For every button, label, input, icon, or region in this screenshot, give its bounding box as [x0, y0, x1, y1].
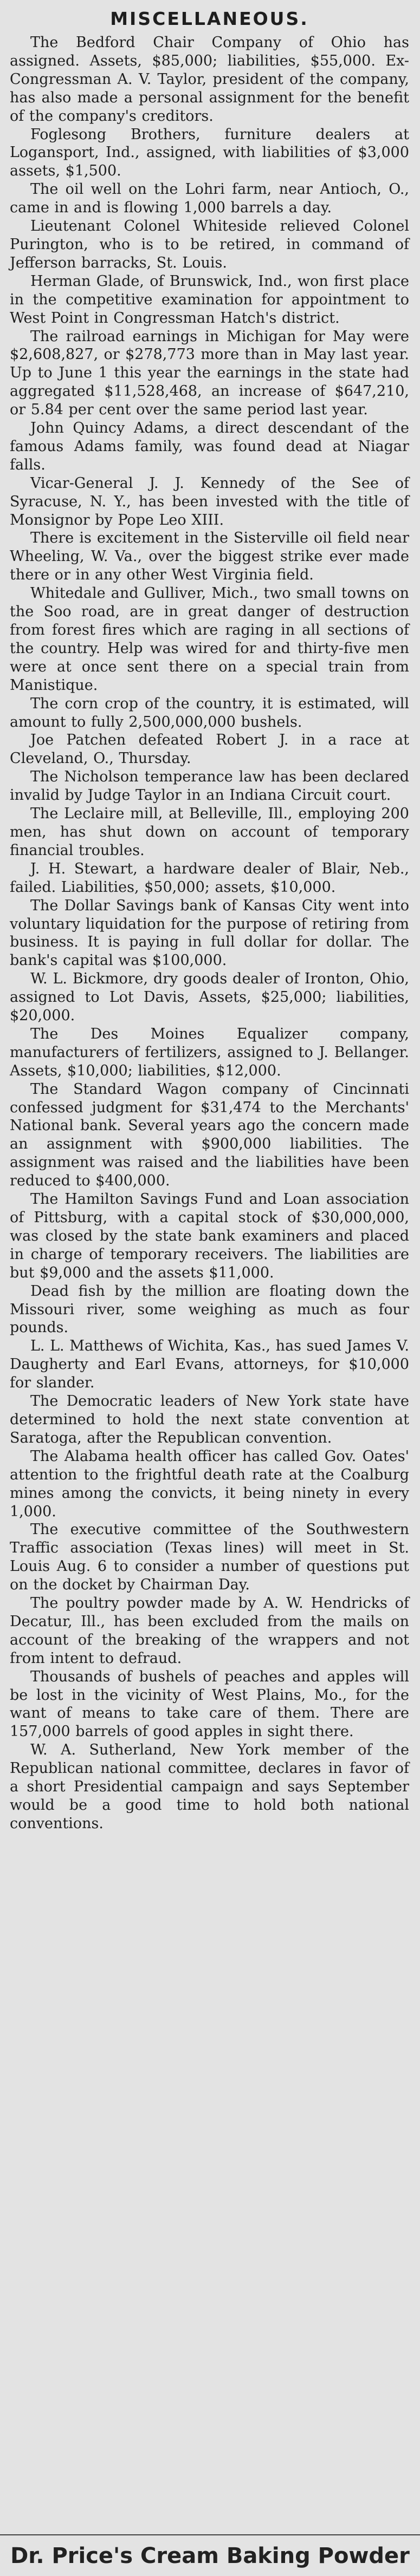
advertisement-banner: Dr. Price's Cream Baking Powder	[10, 2544, 410, 2568]
news-item: L. L. Matthews of Wichita, Kas., has sued James V. Daugherty and Earl Evans, attorneys, for $10,000 for slander.	[10, 1338, 409, 1392]
news-item: The Dollar Savings bank of Kansas City went into voluntary liquidation for the purpose of retiring from business. It is paying in full dollar for dollar. The bank's capital was $100,000.	[10, 897, 409, 969]
news-item: The Alabama health officer has called Gov. Oates' attention to the frightful death rate at the Coalburg mines among the convicts, it being ninety in every 1,000.	[10, 1447, 409, 1520]
news-item: Thousands of bushels of peaches and apples will be lost in the vicinity of West Plains, Mo., for the want of means to take care of them. There are 157,000 barrels of good apples in sight there.	[10, 1668, 409, 1740]
news-item: The Des Moines Equalizer company, manufacturers of fertilizers, assigned to J. Bellanger. Assets, $10,000; liabilities, $12,000.	[10, 1025, 409, 1079]
news-item: Dead fish by the million are floating down the Missouri river, some weighing as much as four pounds.	[10, 1282, 409, 1336]
news-item: Herman Glade, of Brunswick, Ind., won first place in the competitive examination for appointment to West Point in Congressman Hatch's district.	[10, 272, 409, 327]
news-item: The Standard Wagon company of Cincinnati confessed judgment for $31,474 to the Merchants' National bank. Several years ago the concern made an assignment with $900,000 liabilities. The assignment was raised and the liabilities have been reduced to $400,000.	[10, 1080, 409, 1190]
news-item: Joe Patchen defeated Robert J. in a race at Cleveland, O., Thursday.	[10, 732, 409, 767]
news-item: Whitedale and Gulliver, Mich., two small towns on the Soo road, are in great danger of destruction from forest fires which are raging in all sections of the country. Help was wired for and thirty-five men were at once sent there on a special train from Manistique.	[10, 585, 409, 694]
news-item: W. A. Sutherland, New York member of the Republican national committee, declares in favor of a short Presidential campaign and says September would be a good time to hold both national conventions.	[10, 1742, 409, 1832]
news-item: The corn crop of the country, it is estimated, will amount to fully 2,500,000,000 bushels.	[10, 695, 409, 731]
news-items-list	[10, 34, 409, 1833]
news-item: The Nicholson temperance law has been declared invalid by Judge Taylor in an Indiana Circuit court.	[10, 768, 409, 804]
news-item: The Democratic leaders of New York state have determined to hold the next state convention at Saratoga, after the Republican convention.	[10, 1393, 409, 1446]
footer-divider	[0, 2534, 420, 2535]
news-item: The oil well on the Lohri farm, near Antioch, O., came in and is flowing 1,000 barrels a day.	[10, 181, 409, 217]
news-item: The Hamilton Savings Fund and Loan association of Pittsburg, with a capital stock of $30,000,000, was closed by the state bank examiners and placed in charge of temporary receivers. The liabilities are but $9,000 and the assets $11,000.	[10, 1191, 409, 1281]
news-item: John Quincy Adams, a direct descendant of the famous Adams family, was found dead at Niagar falls.	[10, 420, 409, 473]
news-item: J. H. Stewart, a hardware dealer of Blair, Neb., failed. Liabilities, $50,000; assets, $10,000.	[10, 860, 409, 896]
news-item: The executive committee of the Southwestern Traffic association (Texas lines) will meet in St. Louis Aug. 6 to consider a number of questions put on the docket by Chairman Day.	[10, 1521, 409, 1594]
news-item: The poultry powder made by A. W. Hendricks of Decatur, Ill., has been excluded from the mails on account of the breaking of the wrappers and not from intent to defraud.	[10, 1595, 409, 1667]
news-item: Foglesong Brothers, furniture dealers at Logansport, Ind., assigned, with liabilities of $3,000 assets, $1,500.	[10, 126, 409, 180]
news-item: The railroad earnings in Michigan for May were $2,608,827, or $278,773 more than in May last year. Up to June 1 this year the earnings in the state had aggregated $11,528,468, an increase of $647,210, or 5.84 per cent over the same period last year.	[10, 328, 409, 419]
news-item: There is excitement in the Sisterville oil field near Wheeling, W. Va., over the biggest strike ever made there or in any other West Virginia field.	[10, 530, 409, 584]
section-title: MISCELLANEOUS.	[110, 8, 309, 29]
news-item: Vicar-General J. J. Kennedy of the See of Syracuse, N. Y., has been invested with the title of Monsignor by Pope Leo XIII.	[10, 474, 409, 529]
news-item: The Bedford Chair Company of Ohio has assigned. Assets, $85,000; liabilities, $55,000. Ex-Congressman A. V. Taylor, president of the company, has also made a personal assignment for the benefit of the company's creditors.	[10, 34, 409, 125]
news-item: W. L. Bickmore, dry goods dealer of Ironton, Ohio, assigned to Lot Davis, Assets, $25,000; liabilities, $20,000.	[10, 970, 409, 1025]
news-item: Lieutenant Colonel Whiteside relieved Colonel Purington, who is to be retired, in command of Jefferson barracks, St. Louis.	[10, 218, 409, 271]
news-item: The Leclaire mill, at Belleville, Ill., employing 200 men, has shut down on account of temporary financial troubles.	[10, 805, 409, 859]
